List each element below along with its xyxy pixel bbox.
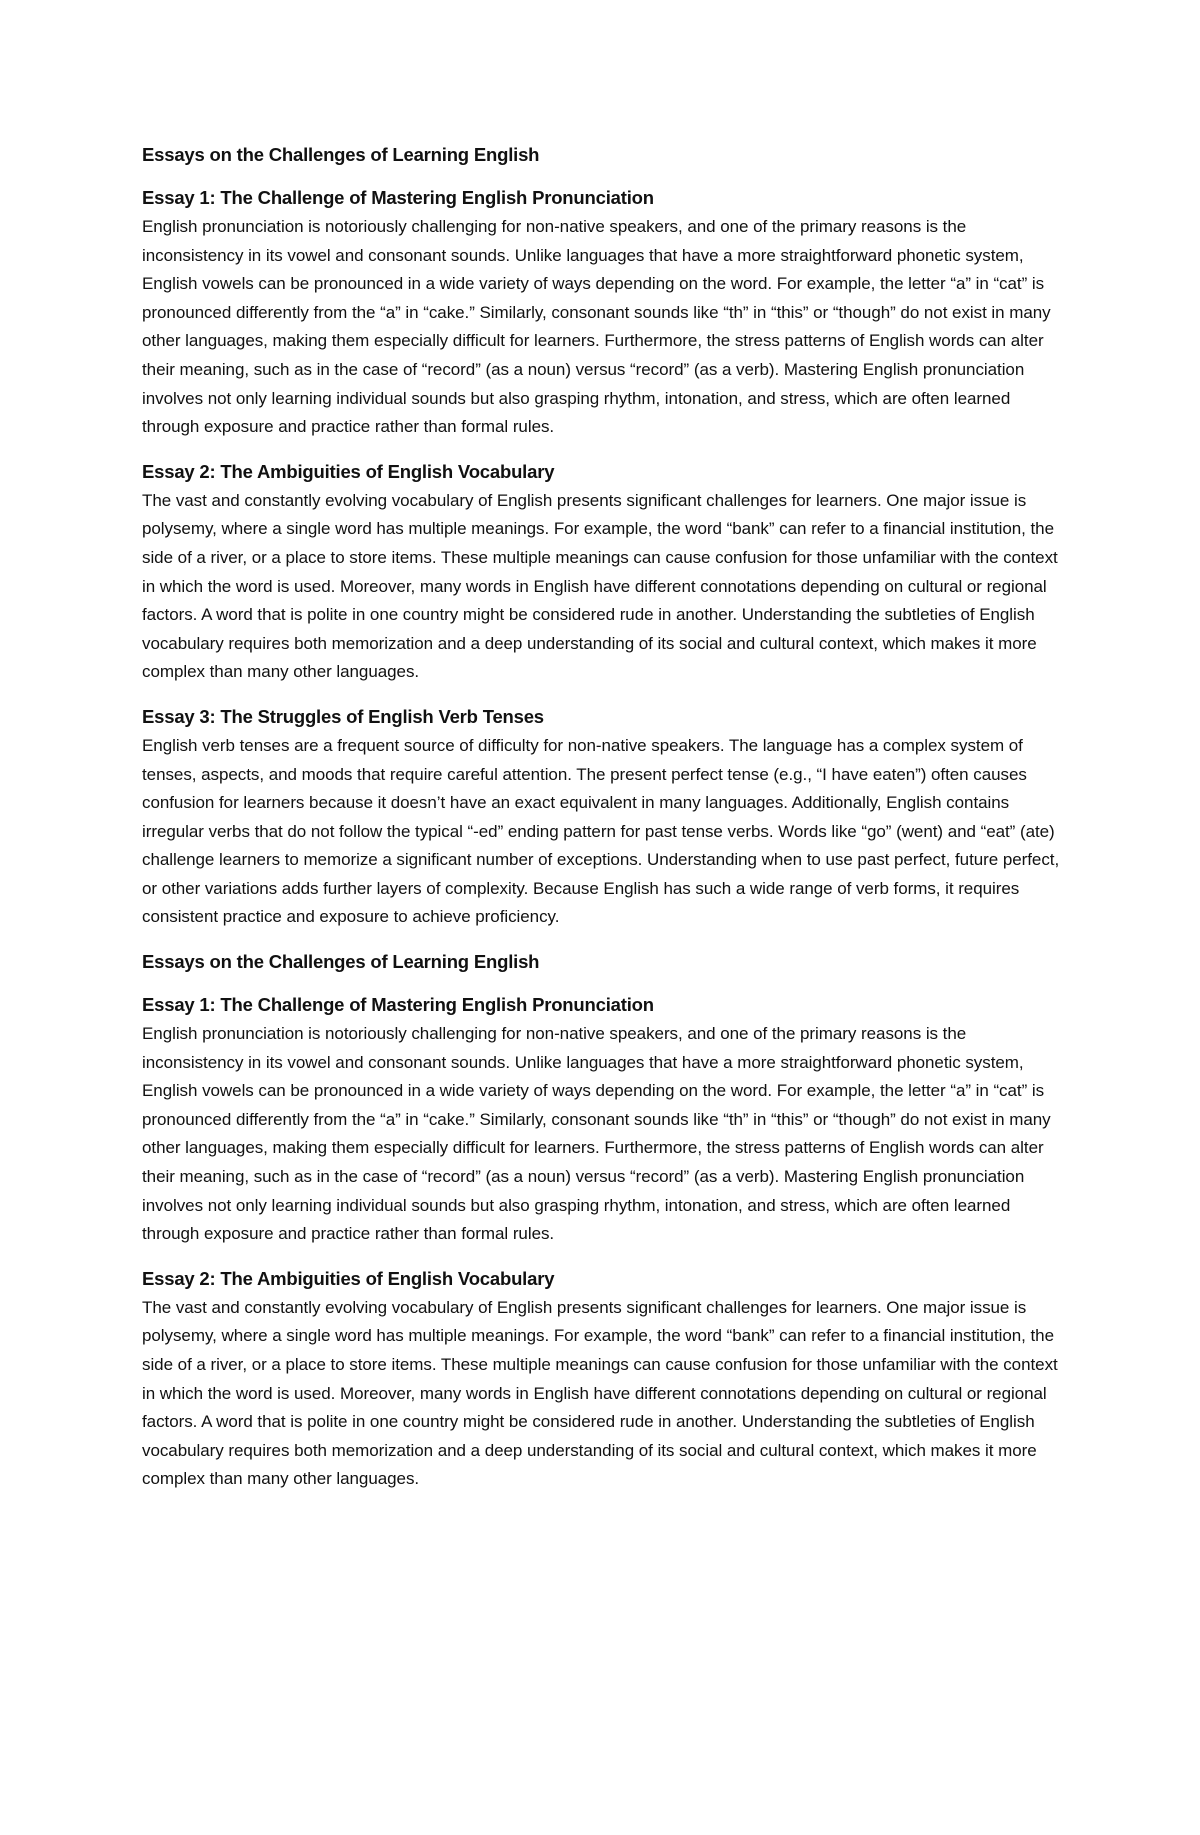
essay [142, 704, 1062, 932]
essay-heading: Essay 1: The Challenge of Mastering English Pronunciation [142, 994, 654, 1016]
document-section [142, 949, 1062, 1494]
essay-heading: Essay 1: The Challenge of Mastering English Pronunciation [142, 187, 654, 208]
essay [142, 185, 1062, 442]
essay-body: The vast and constantly evolving vocabulary of English presents significant challenges for learners. One major issue is polysemy, where a single word has multiple meanings. For example, the word “bank” can refer to a financial institution, the side of a river, or a place to store items. These multiple meanings can cause confusion for those unfamiliar with the context in which the word is used. Moreover, many words in English have different connotations depending on cultural or regional factors. A word that is polite in one country might be considered rude in another. Understanding the subtleties of English vocabulary requires both memorization and a deep understanding of its social and cultural context, which makes it more complex than many other languages. [142, 490, 1058, 682]
document-section [142, 142, 1062, 932]
document-page [142, 142, 1062, 1511]
document-title: Essays on the Challenges of Learning English [142, 144, 540, 165]
essay-body: English verb tenses are a frequent source of difficulty for non-native speakers. The language has a complex system of tenses, aspects, and moods that require careful attention. The present perfect tense (e.g., “I have eaten”) often causes confusion for learners because it doesn’t have an exact equivalent in many languages. Additionally, English contains irregular verbs that do not follow the typical “-ed” ending pattern for past tense verbs. Words like “go” (went) and “eat” (ate) challenge learners to memorize a significant number of exceptions. Understanding when to use past perfect, future perfect, or other variations adds further layers of complexity. Because English has such a wide range of verb forms, it requires consistent practice and exposure to achieve proficiency. [142, 735, 1060, 927]
essay-body: English pronunciation is notoriously challenging for non-native speakers, and one of the primary reasons is the inconsistency in its vowel and consonant sounds. Unlike languages that have a more straightforward phonetic system, English vowels can be pronounced in a wide variety of ways depending on the word. For example, the letter “a” in “cat” is pronounced differently from the “a” in “cake.” Similarly, consonant sounds like “th” in “this” or “though” do not exist in many other languages, making them especially difficult for learners. Furthermore, the stress patterns of English words can alter their meaning, such as in the case of “record” (as a noun) versus “record” (as a verb). Mastering English pronunciation involves not only learning individual sounds but also grasping rhythm, intonation, and stress, which are often learned through exposure and practice rather than formal rules. [142, 217, 1051, 437]
essay-heading: Essay 2: The Ambiguities of English Vocabulary [142, 1267, 555, 1289]
essay [142, 1266, 1062, 1494]
essay-body: The vast and constantly evolving vocabulary of English presents significant challenges for learners. One major issue is polysemy, where a single word has multiple meanings. For example, the word “bank” can refer to a financial institution, the side of a river, or a place to store items. These multiple meanings can cause confusion for those unfamiliar with the context in which the word is used. Moreover, many words in English have different connotations depending on cultural or regional factors. A word that is polite in one country might be considered rude in another. Understanding the subtleties of English vocabulary requires both memorization and a deep understanding of its social and cultural context, which makes it more complex than many other languages. [142, 1297, 1058, 1489]
document-title: Essays on the Challenges of Learning English [142, 951, 540, 973]
essay [142, 992, 1062, 1249]
essay-heading: Essay 2: The Ambiguities of English Vocabulary [142, 460, 555, 482]
essay [142, 459, 1062, 687]
essay-body: English pronunciation is notoriously challenging for non-native speakers, and one of the primary reasons is the inconsistency in its vowel and consonant sounds. Unlike languages that have a more straightforward phonetic system, English vowels can be pronounced in a wide variety of ways depending on the word. For example, the letter “a” in “cat” is pronounced differently from the “a” in “cake.” Similarly, consonant sounds like “th” in “this” or “though” do not exist in many other languages, making them especially difficult for learners. Furthermore, the stress patterns of English words can alter their meaning, such as in the case of “record” (as a noun) versus “record” (as a verb). Mastering English pronunciation involves not only learning individual sounds but also grasping rhythm, intonation, and stress, which are often learned through exposure and practice rather than formal rules. [142, 1024, 1051, 1244]
essay-heading: Essay 3: The Struggles of English Verb Tenses [142, 705, 544, 727]
